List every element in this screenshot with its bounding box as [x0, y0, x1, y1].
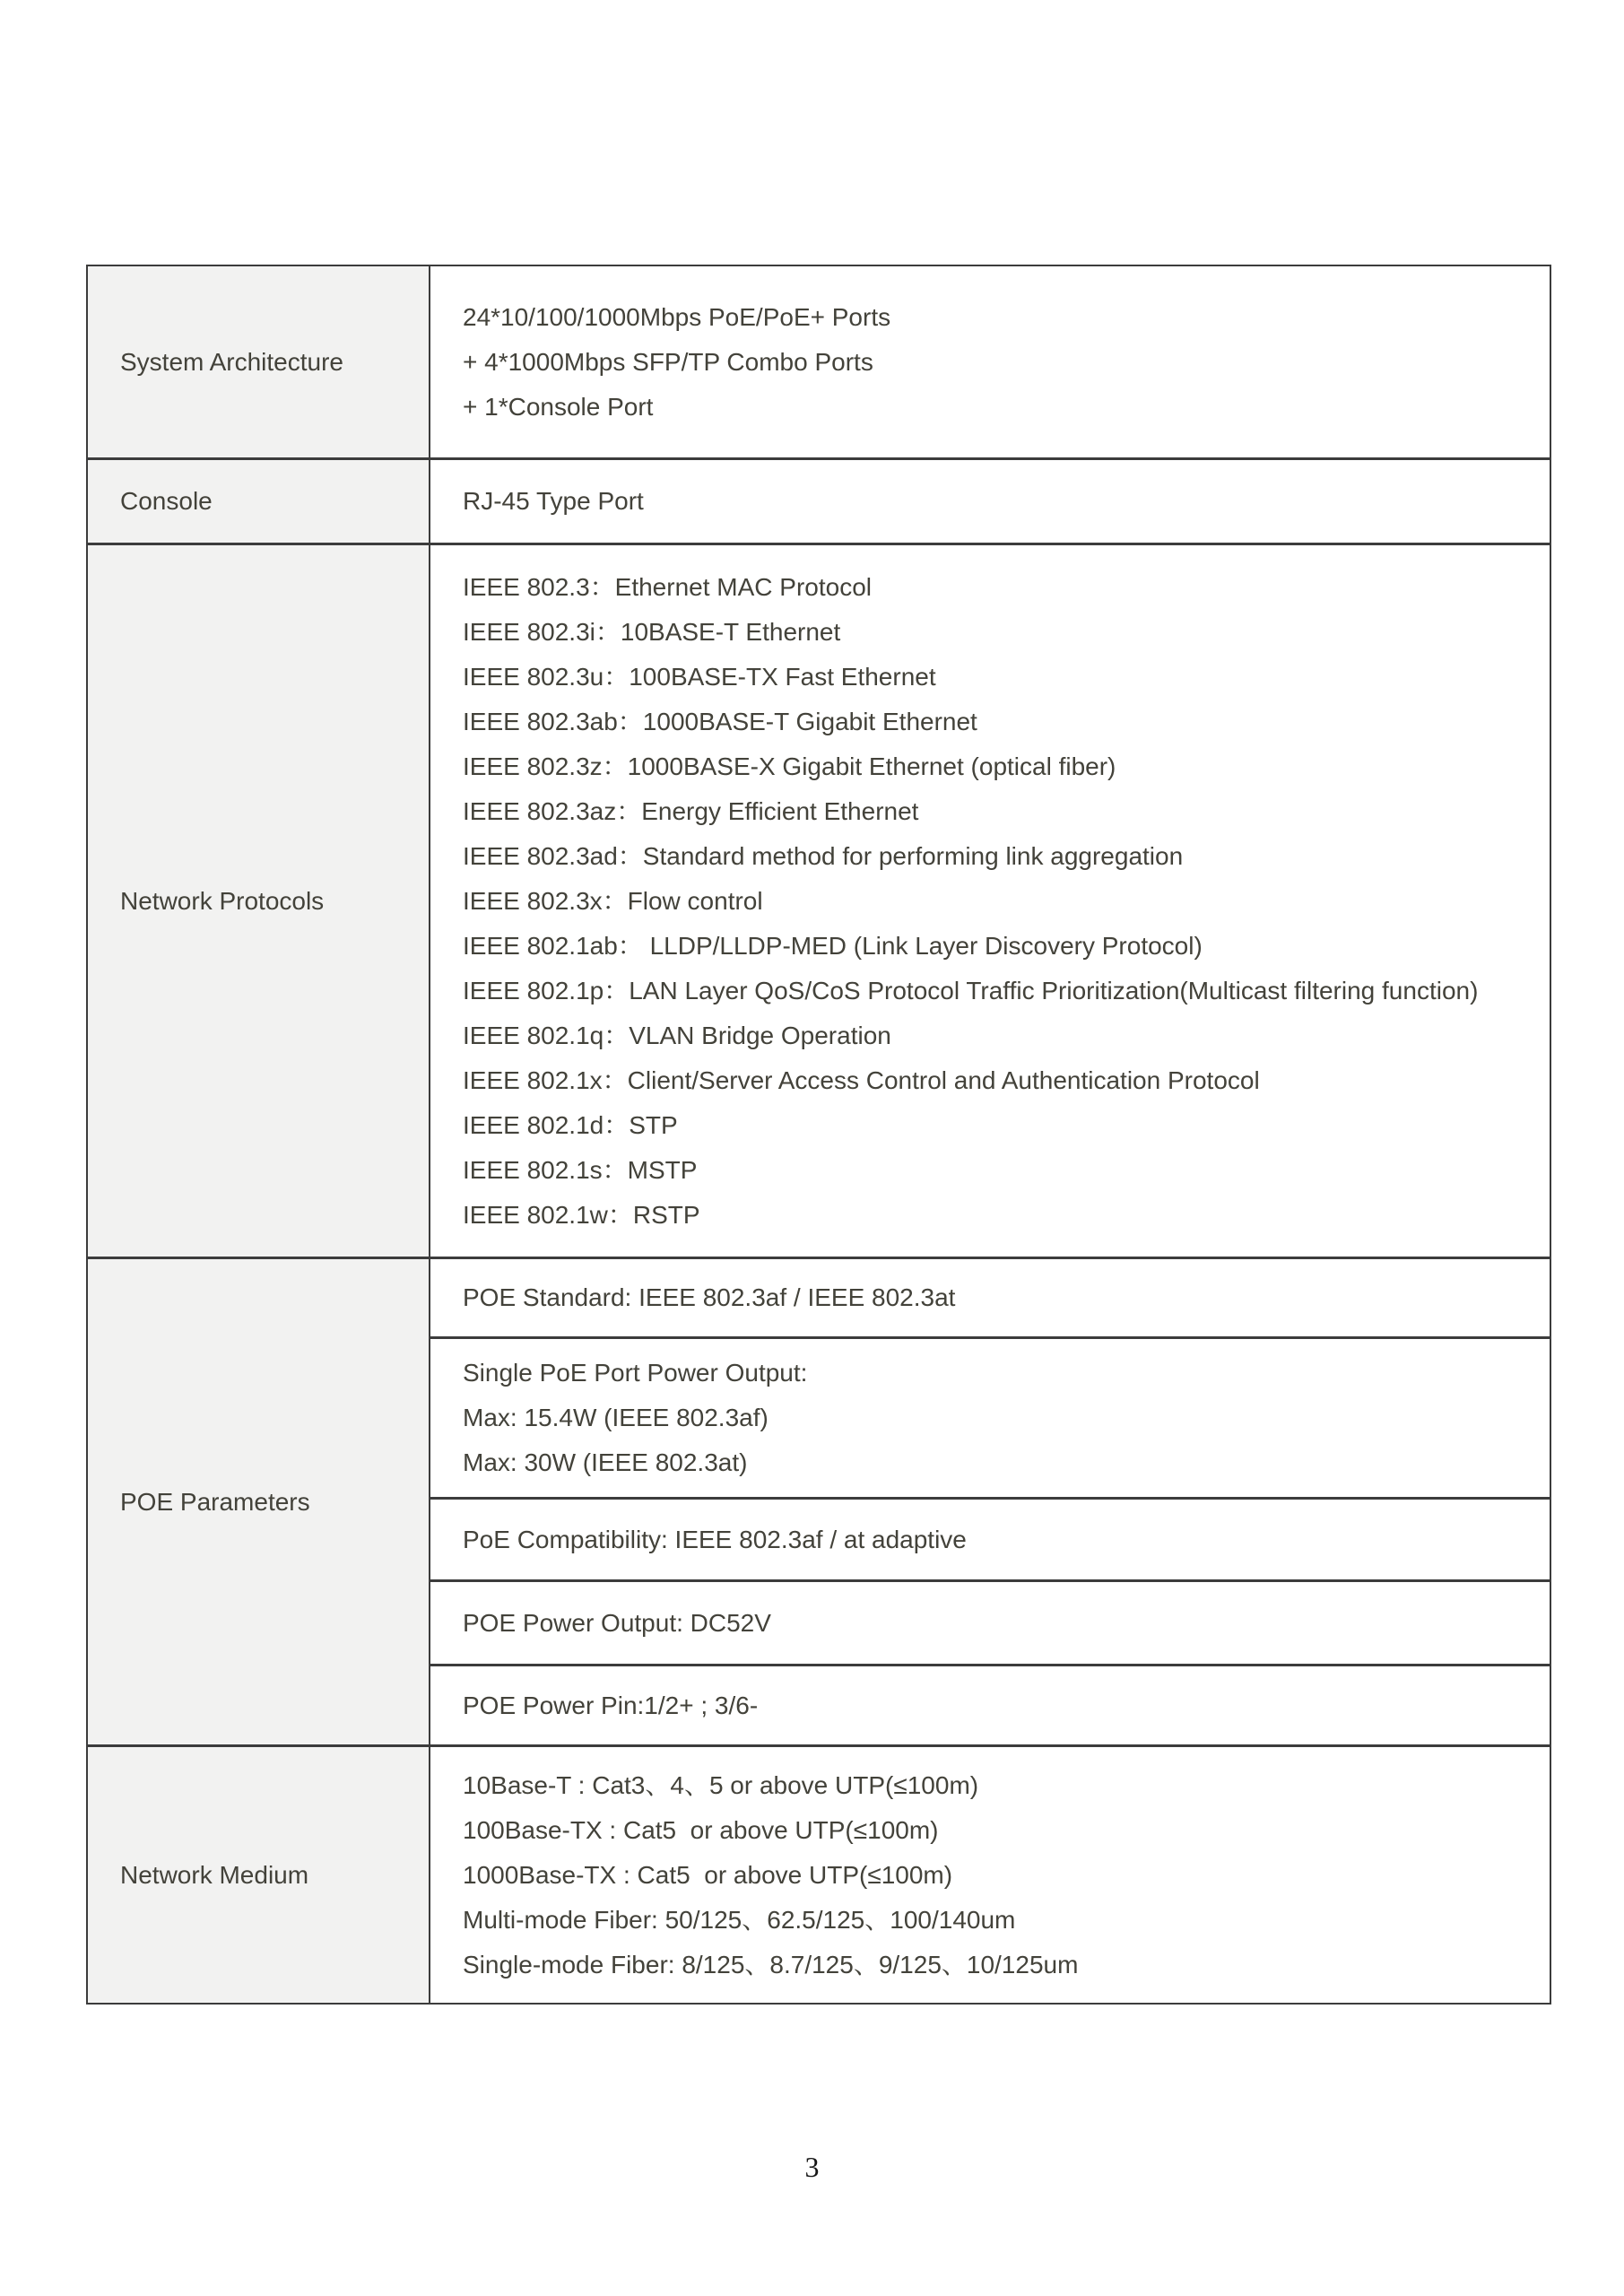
spec-line: IEEE 802.1q：VLAN Bridge Operation: [463, 1021, 891, 1049]
spec-line: 100Base-TX : Cat5 or above UTP(≤100m): [463, 1815, 939, 1844]
spec-line: IEEE 802.3x：Flow control: [463, 886, 763, 915]
spec-line: POE Standard: IEEE 802.3af / IEEE 802.3at: [463, 1283, 956, 1311]
row-label-text: Network Medium: [120, 1860, 309, 1889]
spec-line: IEEE 802.1w：RSTP: [463, 1200, 700, 1229]
spec-cell: [430, 545, 1550, 1257]
spec-line: IEEE 802.3i：10BASE-T Ethernet: [463, 617, 841, 646]
row-label-system-architecture: [88, 266, 430, 457]
spec-line: Max: 15.4W (IEEE 802.3af): [463, 1404, 769, 1431]
spec-line: IEEE 802.1p：LAN Layer QoS/CoS Protocol Traffic Prioritization(Multicast filtering function): [463, 976, 1479, 1004]
spec-line: Single-mode Fiber: 8/125、8.7/125、9/125、10/125um: [463, 1950, 1079, 1979]
table-row-system-architecture: [88, 266, 1550, 457]
spec-line: IEEE 802.3：Ethernet MAC Protocol: [463, 572, 872, 601]
spec-cell-poe-standard: [430, 1259, 1550, 1336]
row-label-text: Console: [120, 487, 213, 515]
row-content: [430, 545, 1550, 1257]
table-row-console: [88, 457, 1550, 543]
row-label-console: [88, 460, 430, 543]
spec-line: RJ-45 Type Port: [463, 487, 644, 515]
spec-line: IEEE 802.1x：Client/Server Access Control and Authentication Protocol: [463, 1065, 1260, 1094]
spec-line: 10Base-T : Cat3、4、5 or above UTP(≤100m): [463, 1770, 979, 1799]
spec-line: Single PoE Port Power Output:: [463, 1359, 808, 1387]
spec-line: POE Power Output: DC52V: [463, 1608, 771, 1637]
spec-cell: [430, 460, 1550, 543]
page-number: 3: [804, 2151, 820, 2183]
table-row-poe-parameters: [88, 1257, 1550, 1744]
row-label-text: System Architecture: [120, 347, 343, 376]
row-content: [430, 1259, 1550, 1744]
row-label-poe-parameters: [88, 1259, 430, 1744]
specification-table: [86, 265, 1551, 2005]
spec-line: IEEE 802.1d：STP: [463, 1110, 678, 1139]
spec-line: 1000Base-TX : Cat5 or above UTP(≤100m): [463, 1860, 953, 1889]
spec-line: POE Power Pin:1/2+ ; 3/6-: [463, 1691, 759, 1719]
table-row-network-medium: [88, 1744, 1550, 2003]
row-label-network-medium: [88, 1747, 430, 2003]
row-content: [430, 266, 1550, 457]
spec-line: PoE Compatibility: IEEE 802.3af / at adaptive: [463, 1525, 967, 1553]
spec-line: + 1*Console Port: [463, 392, 654, 421]
spec-line: 24*10/100/1000Mbps PoE/PoE+ Ports: [463, 302, 891, 331]
spec-line: + 4*1000Mbps SFP/TP Combo Ports: [463, 347, 873, 376]
row-label-network-protocols: [88, 545, 430, 1257]
spec-cell: [430, 266, 1550, 457]
row-content: [430, 1747, 1550, 2003]
spec-line: IEEE 802.3u：100BASE-TX Fast Ethernet: [463, 662, 936, 691]
spec-cell-poe-compatibility: [430, 1497, 1550, 1579]
spec-line: IEEE 802.3ab：1000BASE-T Gigabit Ethernet: [463, 707, 977, 735]
spec-line: Max: 30W (IEEE 802.3at): [463, 1448, 748, 1476]
table-row-network-protocols: [88, 543, 1550, 1257]
row-content: [430, 460, 1550, 543]
spec-cell: [430, 1747, 1550, 2003]
row-label-text: POE Parameters: [120, 1487, 310, 1516]
spec-cell-poe-port-power: [430, 1336, 1550, 1497]
row-label-text: Network Protocols: [120, 886, 325, 915]
spec-line: Multi-mode Fiber: 50/125、62.5/125、100/140um: [463, 1905, 1016, 1934]
spec-line: IEEE 802.3z：1000BASE-X Gigabit Ethernet (optical fiber): [463, 752, 1116, 780]
spec-line: IEEE 802.1ab： LLDP/LLDP-MED (Link Layer Discovery Protocol): [463, 931, 1203, 960]
spec-line: IEEE 802.3az：Energy Efficient Ethernet: [463, 796, 919, 825]
spec-line: IEEE 802.3ad：Standard method for performing link aggregation: [463, 841, 1184, 870]
spec-cell-poe-power-pin: [430, 1664, 1550, 1744]
spec-cell-poe-power-output: [430, 1579, 1550, 1664]
spec-line: IEEE 802.1s：MSTP: [463, 1155, 698, 1184]
